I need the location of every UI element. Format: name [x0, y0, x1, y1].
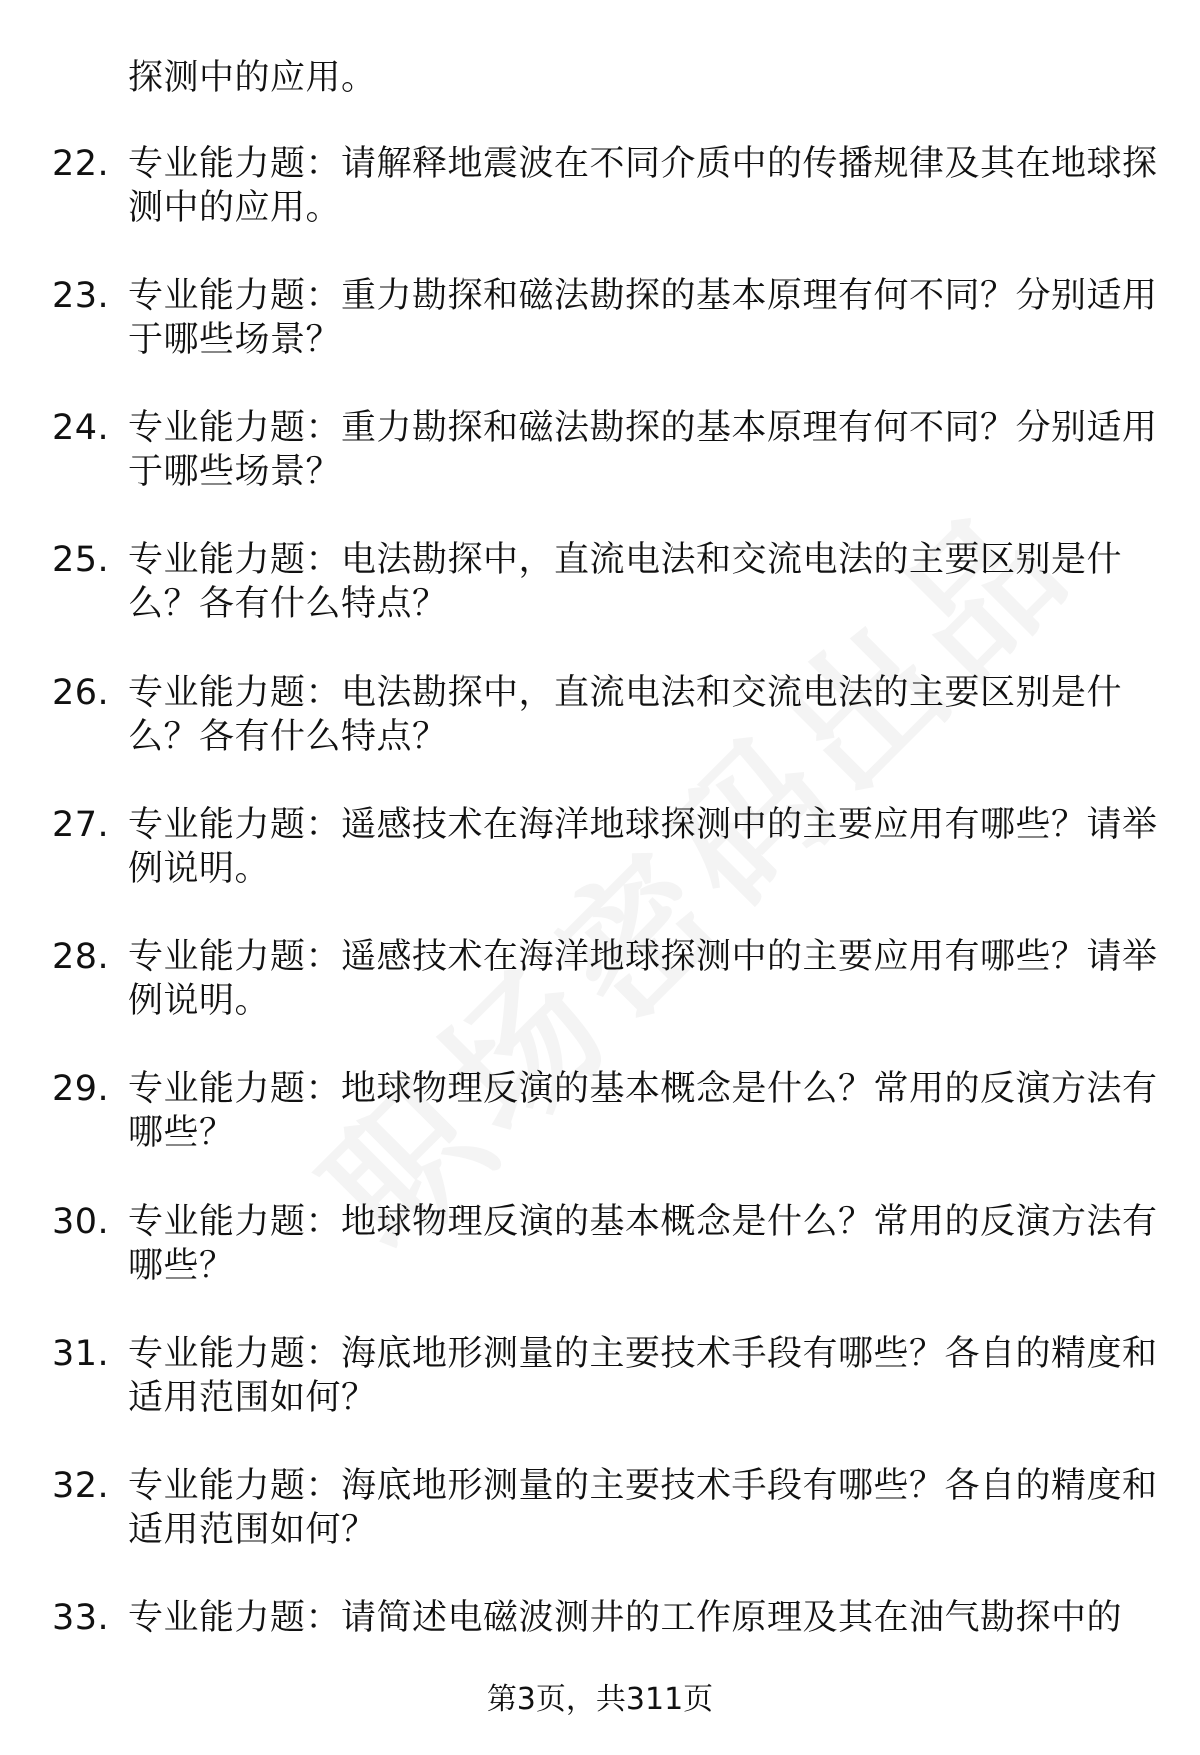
question-number: 33.	[52, 1598, 110, 1638]
question-item	[52, 274, 1162, 362]
page-footer: 第3页，共311页	[486, 1682, 714, 1717]
question-item	[52, 1464, 1162, 1552]
question-text: 专业能力题：重力勘探和磁法勘探的基本原理有何不同？分别适用于哪些场景？	[128, 276, 1158, 360]
question-item	[52, 1067, 1162, 1155]
question-item	[52, 1200, 1162, 1288]
question-text: 专业能力题：请简述电磁波测井的工作原理及其在油气勘探中的	[128, 1598, 1123, 1638]
question-item	[52, 803, 1162, 891]
question-text: 专业能力题：请解释地震波在不同介质中的传播规律及其在地球探测中的应用。	[128, 144, 1158, 228]
question-number: 30.	[52, 1202, 110, 1242]
question-item	[52, 1596, 1162, 1640]
question-number: 26.	[52, 673, 110, 713]
question-number: 24.	[52, 408, 110, 448]
question-item	[52, 935, 1162, 1023]
question-item	[52, 671, 1162, 759]
continuation-text: 探测中的应用。	[128, 58, 377, 98]
question-text: 专业能力题：电法勘探中，直流电法和交流电法的主要区别是什么？各有什么特点？	[128, 673, 1123, 757]
question-number: 28.	[52, 937, 110, 977]
question-number: 32.	[52, 1466, 110, 1506]
question-number: 25.	[52, 540, 110, 580]
question-number: 23.	[52, 276, 110, 316]
question-text: 专业能力题：遥感技术在海洋地球探测中的主要应用有哪些？请举例说明。	[128, 937, 1158, 1021]
question-number: 22.	[52, 144, 110, 184]
question-item	[52, 142, 1162, 230]
question-text: 专业能力题：地球物理反演的基本概念是什么？常用的反演方法有哪些？	[128, 1202, 1158, 1286]
question-number: 31.	[52, 1334, 110, 1374]
question-text: 专业能力题：海底地形测量的主要技术手段有哪些？各自的精度和适用范围如何？	[128, 1334, 1158, 1418]
question-number: 29.	[52, 1069, 110, 1109]
question-text: 专业能力题：遥感技术在海洋地球探测中的主要应用有哪些？请举例说明。	[128, 805, 1158, 889]
question-item	[52, 1332, 1162, 1420]
question-item	[52, 406, 1162, 494]
question-number: 27.	[52, 805, 110, 845]
question-text: 专业能力题：重力勘探和磁法勘探的基本原理有何不同？分别适用于哪些场景？	[128, 408, 1158, 492]
question-text: 专业能力题：海底地形测量的主要技术手段有哪些？各自的精度和适用范围如何？	[128, 1466, 1158, 1550]
question-text: 专业能力题：地球物理反演的基本概念是什么？常用的反演方法有哪些？	[128, 1069, 1158, 1153]
question-text: 专业能力题：电法勘探中，直流电法和交流电法的主要区别是什么？各有什么特点？	[128, 540, 1123, 624]
question-item	[52, 538, 1162, 626]
